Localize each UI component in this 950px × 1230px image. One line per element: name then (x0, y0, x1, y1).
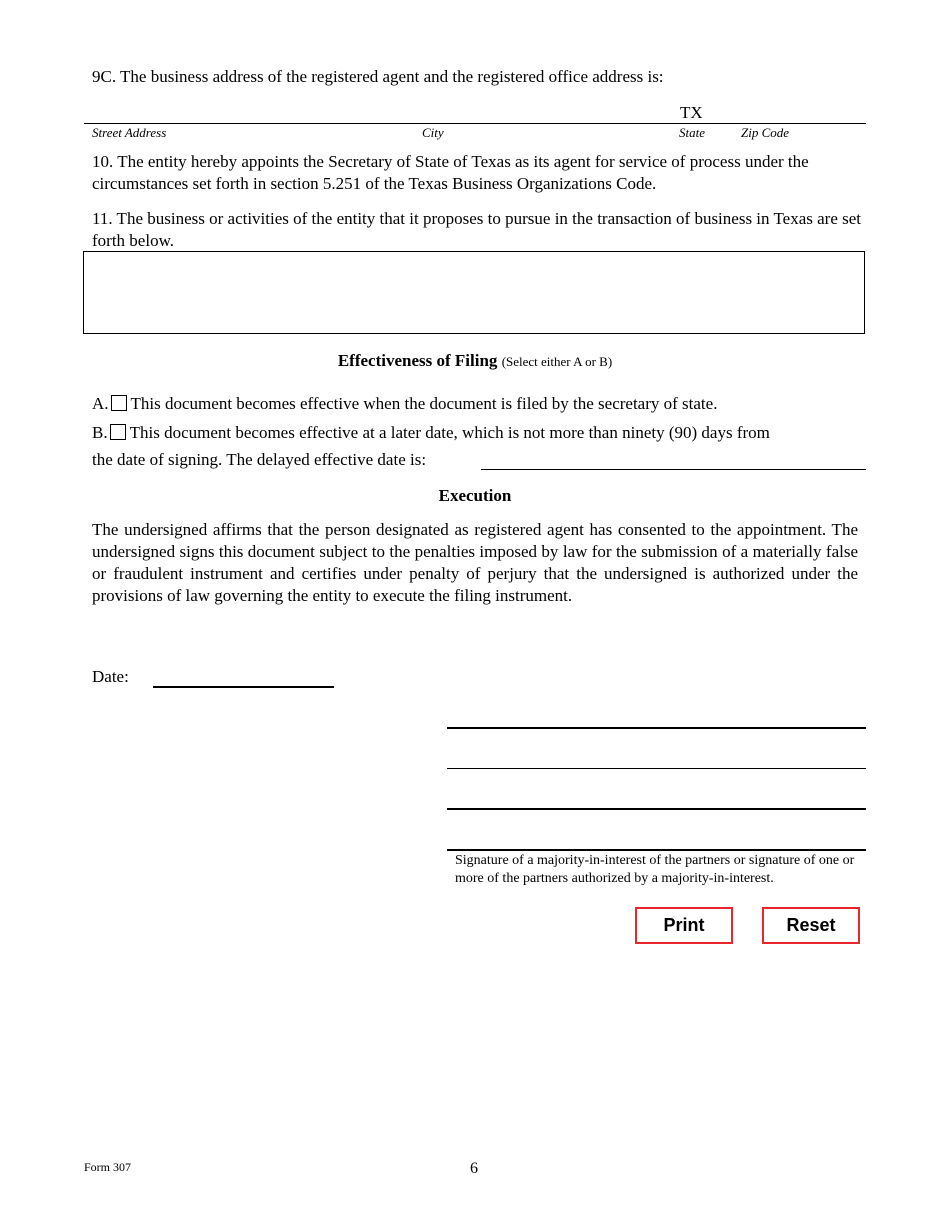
option-b-checkbox[interactable] (110, 424, 126, 440)
option-b-text: This document becomes effective at a later date, which is not more than ninety (90) days from (129, 423, 770, 442)
city-label: City (422, 125, 444, 140)
state-label: State (679, 125, 705, 140)
signature-line-1[interactable] (447, 727, 866, 729)
item-9c-text: 9C. The business address of the registered agent and the registered office address is: (92, 67, 664, 86)
option-a-checkbox[interactable] (111, 395, 127, 411)
signature-line-2[interactable] (447, 768, 866, 769)
option-b-prefix: B. (92, 423, 108, 442)
option-b-text-2: the date of signing. The delayed effective date is: (92, 450, 427, 469)
print-button[interactable]: Print (635, 907, 733, 944)
effectiveness-heading: Effectiveness of Filing (337, 351, 498, 370)
form-number: Form 307 (84, 1160, 132, 1174)
page-number: 6 (470, 1160, 478, 1177)
option-a-row (92, 393, 882, 415)
effectiveness-heading-row (0, 351, 950, 371)
signature-line-4[interactable] (447, 849, 866, 851)
execution-text: The undersigned affirms that the person designated as registered agent has consented to the appointment. The undersigned signs this document subject to the penalties imposed by law for the submission of a materially false or fraudulent instrument and certifies under penalty of perjury that the undersigned is authorized under the provisions of law governing the entity to execute the filing instrument. (92, 520, 858, 605)
option-a-text: This document becomes effective when the document is filed by the secretary of state. (130, 394, 718, 413)
address-line[interactable] (84, 123, 866, 124)
zip-code-label: Zip Code (741, 125, 790, 140)
state-value[interactable]: TX (680, 103, 703, 122)
item-10-text: 10. The entity hereby appoints the Secretary of State of Texas as its agent for service of process under the circumstances set forth in section 5.251 of the Texas Business Organizations Code. (92, 152, 809, 193)
delayed-effective-date-field[interactable] (481, 469, 866, 470)
date-label: Date: (92, 667, 129, 686)
signature-caption: Signature of a majority-in-interest of the partners or signature of one or more of the partners authorized by a majority-in-interest. (455, 853, 855, 886)
option-b-row (92, 422, 882, 444)
execution-heading: Execution (438, 486, 512, 505)
reset-button[interactable]: Reset (762, 907, 860, 944)
signature-line-3[interactable] (447, 808, 866, 810)
effectiveness-subheading: (Select either A or B) (501, 354, 613, 369)
business-activities-box[interactable] (83, 251, 865, 334)
street-address-label: Street Address (92, 125, 167, 140)
date-field[interactable] (153, 686, 334, 688)
item-11-text: 11. The business or activities of the entity that it proposes to pursue in the transaction of business in Texas are set forth below. (92, 209, 862, 250)
option-a-prefix: A. (92, 394, 109, 413)
